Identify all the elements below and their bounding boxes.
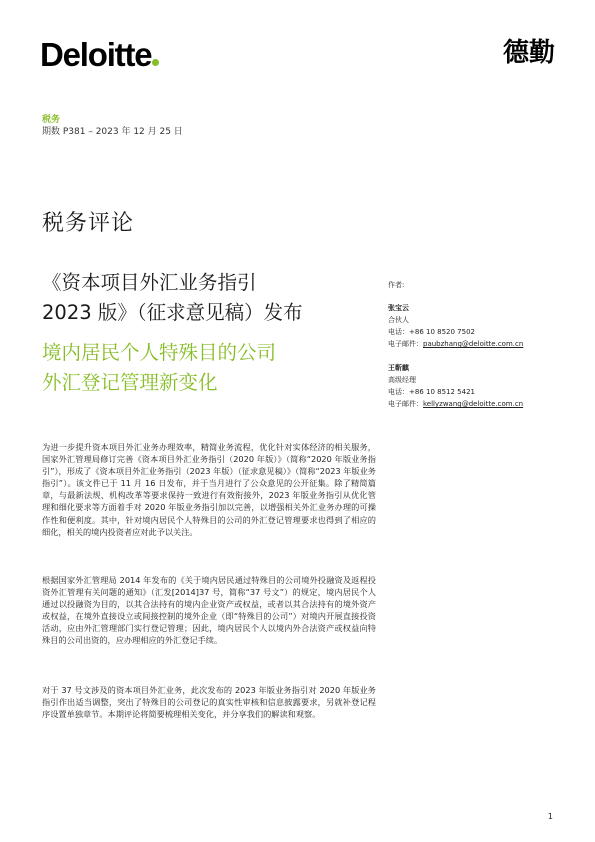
section-title: 税务评论 (42, 211, 135, 236)
author-name: 张宝云 (388, 304, 409, 312)
author-role: 合伙人 (388, 316, 409, 324)
brand-dot-icon (152, 59, 159, 66)
author-role: 高级经理 (388, 376, 416, 384)
author-email-row (388, 398, 568, 410)
issue-date: 期数 P381 – 2023 年 12 月 25 日 (42, 127, 183, 137)
author-email-label: 电子邮件： (388, 340, 423, 348)
deloitte-logo (40, 38, 159, 71)
author-panel (388, 279, 568, 410)
body-paragraph-1: 为进一步提升资本项目外汇业务办理效率，精简业务流程，优化针对实体经济的相关服务，国家外汇管理局修订完善《资本项目外汇业务指引（2020 年版）》（简称“2020 年版业务指引”），形成了《资本项目外汇业务指引（2023 年版）（征求意见稿）》（简称“2023 年版业务指引”）。该文件已于 11 月 16 日发布，并于当月进行了公众意见的公开征集。除了精简篇章，与最新法规、机构改革等要求保持一致进行有效衔接外，2023 年版业务指引从优化管理和细化要求等方面着手对 2020 年版业务指引加以完善，以增强相关外汇业务办理的可操作性和便利度。其中，针对境内居民个人特殊目的公司的外汇登记管理要求也得到了相应的细化，相关的境内投资者应对此予以关注。 (42, 442, 376, 537)
headline-line-1: 《资本项目外汇业务指引 (42, 271, 257, 294)
headline (42, 268, 382, 328)
category-label: 税务 (42, 115, 61, 125)
author-phone: 电话：+86 10 8520 7502 (388, 328, 475, 336)
brand-wordmark: Deloitte (40, 36, 152, 73)
subheadline-line-2: 外汇登记管理新变化 (42, 371, 218, 394)
deloitte-chinese-logo: 德勤 (502, 38, 555, 68)
author-email-label: 电子邮件： (388, 400, 423, 408)
subheadline (42, 338, 382, 398)
author-email-link[interactable]: paubzhang@deloitte.com.cn (423, 340, 524, 348)
author-phone: 电话：+86 10 8512 5421 (388, 388, 475, 396)
author-card (388, 362, 568, 410)
body-paragraph-3: 对于 37 号文涉及的资本项目外汇业务，此次发布的 2023 年版业务指引对 2020 年版业务指引作出适当调整，突出了特殊目的公司登记的真实性审核和信息披露要求，另就补登记程序设置单独章节。本期评论将简要梳理相关变化，并分享我们的解读和观察。 (42, 685, 376, 720)
author-email-row (388, 338, 568, 350)
page-number: 1 (547, 812, 553, 821)
headline-line-2: 2023 版》（征求意见稿）发布 (42, 301, 303, 324)
author-card (388, 302, 568, 350)
authors-label: 作者: (388, 281, 405, 289)
author-name: 王靳麒 (388, 364, 409, 372)
subheadline-line-1: 境内居民个人特殊目的公司 (42, 341, 277, 364)
body-paragraph-2: 根据国家外汇管理局 2014 年发布的《关于境内居民通过特殊目的公司境外投融资及返程投资外汇管理有关问题的通知》（汇发[2014]37 号，简称“37 号文”）的规定，境内居民个人通过以投融资为目的，以其合法持有的境内企业资产或权益，或者以其合法持有的境外资产或权益，在境外直接设立或间接控制的境外企业（即“特殊目的公司”）对境内开展直接投资活动，应由外汇管理部门实行登记管理；因此，境内居民个人以境内外合法资产或权益向特殊目的公司出资的，应办理相应的外汇登记手续。 (42, 575, 376, 646)
author-email-link[interactable]: kellyzwang@deloitte.com.cn (423, 400, 524, 408)
